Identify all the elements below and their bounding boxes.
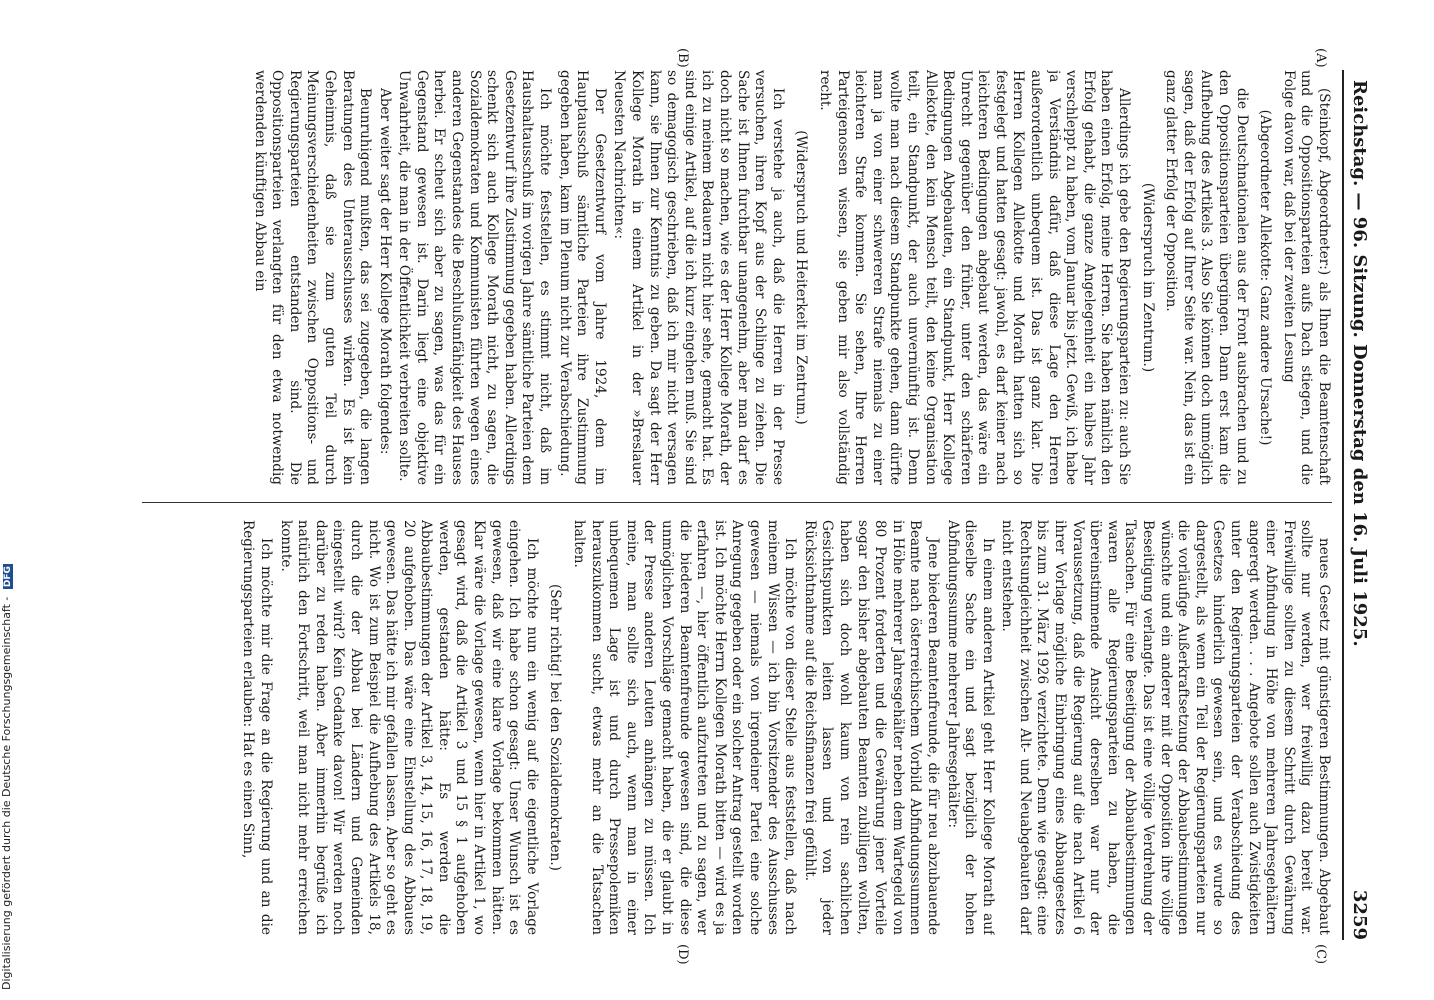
paragraph: die Deutschnationalen aus der Front ausbrachen und zu den Oppositionsparteien übergingen. Dann erst kam die Aufhebung des Artikels 3. Also Sie können doch unmöglich sagen, daß der Erfolg auf Ihrer Seite war. Nein, das ist ein ganz glatter Erfolg der Opposition.	[1163, 70, 1250, 485]
right-column	[132, 520, 1332, 935]
paragraph: Aber weiter sagt der Herr Kollege Morath folgendes:	[376, 88, 393, 455]
margin-marker-d: (D)	[675, 944, 690, 965]
interjection: (Widerspruch und Heiterkeit im Zentrum.)	[793, 130, 810, 425]
left-column	[132, 70, 1332, 485]
margin-marker-c: (C)	[1313, 944, 1328, 965]
interjection: (Sehr richtig! bei den Sozialdemokraten.)	[547, 584, 564, 871]
margin-marker-a: (A)	[1313, 48, 1328, 68]
header-title: Reichstag. — 96. Sitzung. Donnerstag den 16. Juli 1925.	[1349, 80, 1370, 647]
paragraph: Allerdings ich gebe den Regierungsparteien zu: auch Sie haben einen Erfolg, meine Herren. Sie haben nämlich den Erfolg gehabt, die ganze Angelegenheit ein halbes Jahr verschleppt zu haben, vom Januar bis jetzt. Gewiß, ich habe ja Verständnis dafür, daß diese Lage den Herren außerordentlich unbequem ist. Das ist ganz klar. Die Herren Kollegen Allekotte und Morath hatten sich so festgelegt und hatten gesagt: jawohl, es darf keiner nach leichteren Bedingungen abgebaut werden, das wäre ein Unrecht gegenüber den früher, unter den schärferen Bedingungen Abgebauten, ein Standpunkt, Herr Kollege Allekotte, den kein Mensch teilt, den keine Organisation teilt, ein Standpunkt, der auch unvernünftig ist. Denn wollte man nach diesem Standpunkte gehen, dann dürfte man ja von einer schwereren Strafe niemals zu einer leichteren Strafe kommen. Sie sehen, Ihre Herren Parteigenossen wissen, sie geben mir also vollständig recht.	[816, 70, 1133, 485]
paragraph: (Steinkopf, Abgeordneter:) als Ihnen die Beamtenschaft und die Oppositionsparteien aufs Dach stiegen, und die Folge davon war, daß bei der zweiten Lesung	[1280, 70, 1332, 485]
column-divider	[142, 502, 1332, 503]
dfg-logo: DFG	[3, 566, 13, 588]
paragraph: Ich verstehe ja auch, daß die Herren in der Presse versuchen, ihren Kopf aus der Schlinge zu ziehen. Die Sache ist Ihnen furchtbar unangenehm, aber man darf es doch nicht so machen, wie es der Herr Kollege Morath, der ich zu meinem Bedauern nicht hier sehe, gemacht hat. Es sind einige Artikel, auf die ich kurz eingehen muß. Sie sind so demagogisch geschrieben, daß ich mir nicht versagen kann, sie Ihnen zur Kenntnis zu geben. Da sagt der Herr Kollege Morath in einem Artikel in der »Breslauer Neuesten Nachrichten«:	[611, 70, 786, 485]
paragraph: Ich möchte mir die Frage an die Regierung und an die Regierungsparteien erlauben: Hat es einen Sinn,	[240, 520, 274, 935]
quotation: Beunruhigend mußten, das sei zugegeben, die langen Beratungen des Unterausschusses wirken. Es ist kein Geheimnis, daß sie zum guten Teil durch Meinungsverschiedenheiten zwischen Oppositions- und Regierungsparteien entstanden sind. Die Oppositionsparteien verlangten für den etwa notwendig werdenden künftigen Abbau ein	[251, 70, 374, 485]
interjection: (Abgeordneter Allekotte: Ganz andere Ursache!)	[1257, 109, 1274, 446]
page-number: 3259	[1349, 889, 1370, 940]
quotation: Jene biederen Beamtenfreunde, die für neu abzubauende Beamte nach österreichischem Vorbild Abfindungssummen in Höhe mehrerer Jahresgehälter neben dem Wartegeld von 80 Prozent forderten und die Gewährung jener Vorteile sogar den bisher abgebauten Beamten zubilligen wollten, haben sich doch wohl kaum von rein sachlichen Gesichtspunkten leiten lassen und von jeder Rücksichtnahme auf die Reichsfinanzen frei gefühlt.	[801, 520, 941, 935]
rotated-page	[120, 48, 1380, 965]
funding-sidebar	[0, 0, 14, 1000]
funding-note	[0, 0, 13, 1000]
funding-text: Digitalisierung gefördert durch die Deutsche Forschungsgemeinschaft -	[0, 596, 13, 990]
quotation: neues Gesetz mit günstigeren Bestimmungen. Abgebaut sollte nur werden, wer freiwillig dazu bereit war. Freiwillige sollten zu diesem Schritt durch Gewährung einer Abfindung in Höhe von mehreren Jahresgehältern angeregt werden. . . . Angebote sollen auch Zwistigkeiten unter den Regierungsparteien der Verabschiedung des Gesetzes hinderlich gewesen sein, und es wurde so dargestellt, als wenn ein Teil der Regierungsparteien nur die vorläufige Außerkraftsetzung der Abbaubestimmungen wünschte und ein anderer mit der Opposition ihre völlige Beseitigung verlangte. Das ist eine völlige Verdrehung der Tatsachen. Für eine Beseitigung der Abbaubestimmungen waren alle Regierungsparteien zu haben, die übereinstimmende Ansicht derselben war nur der Voraussetzung, daß die Regierung auf die nach Artikel 6 ihrer Vorlage mögliche Einbringung eines Abbaugesetzes bis zum 31. März 1926 verzichtete. Denn wie gesagt: eine Rechtsungleichheit zwischen Alt- und Neuabgebauten darf nicht entstehen.	[999, 520, 1332, 935]
paragraph: Ich möchte nun ein wenig auf die eigentliche Vorlage eingehen. Ich habe schon gesagt: Unser Wunsch ist es gewesen, daß wir eine klare Vorlage bekommen hätten. Klar wäre die Vorlage gewesen, wenn hier in Artikel 1, wo gesagt wird, daß die Artikel 3 und 15 § 1 aufgehoben werden, gestanden hätte: Es werden die Abbaubestimmungen der Artikel 3, 14, 15, 16, 17, 18, 19, 20 aufgehoben. Das wäre eine Einstellung des Abbaues gewesen. Das hätte ich mir gefallen lassen. Aber so geht es nicht. Wo ist zum Beispiel die Aufhebung des Artikels 18, durch die der Abbau bei Ländern und Gemeinden eingestellt wird? Kein Gedanke davon! Wir werden noch darüber zu reden haben. Aber immerhin begrüße ich natürlich den Fortschritt, weil man nicht mehr erreichen konnte.	[277, 520, 540, 935]
quotation: Der Gesetzentwurf vom Jahre 1924, dem im Hauptausschuß sämtliche Parteien ihre Zustimmung gegeben haben, kam im Plenum nicht zur Verabschiedung.	[556, 70, 608, 485]
page-header	[1342, 70, 1372, 940]
paragraph: In einem anderen Artikel geht Herr Kollege Morath auf dieselbe Sache ein und sagt bezüglich der hohen Abfindungssumme mehrerer Jahresgehälter:	[944, 520, 996, 935]
margin-marker-b: (B)	[675, 48, 690, 68]
paragraph: Ich möchte feststellen, es stimmt nicht, daß im Haushaltausschuß im vorigen Jahre sämtliche Parteien dem Gesetzentwurf ihre Zustimmung gegeben haben. Allerdings schenkt sich auch Kollege Morath nicht, zu sagen, die Sozialdemokraten und Kommunisten führten wegen eines anderen Gegenstandes die Beschlußunfähigkeit des Hauses herbei. Er scheut sich aber zu sagen, was das für ein Gegenstand gewesen ist. Darin liegt eine objektive Unwahrheit, die man in der Öffentlichkeit verbreiten sollte.	[396, 70, 554, 485]
paragraph: Ich möchte von dieser Stelle aus feststellen, daß nach meinem Wissen — ich bin Vorsitzender des Ausschusses gewesen — niemals von irgendeiner Partei eine solche Anregung gegeben oder ein solcher Antrag gestellt worden ist. Ich möchte Herrn Kollegen Morath bitten — wird es ja erfahren —, hier öffentlich aufzutreten und zu sagen, wer die biederen Beamtenfreunde gewesen sind, die diese unmöglichen Vorschläge gemacht haben, die er glaubt in der Presse anderen Leuten anhängen zu müssen. Ich meine, man sollte sich auch, wenn man in einer unbequemen Lage ist und durch Pressepolemiken herauszukommen sucht, etwas mehr an die Tatsachen halten.	[571, 520, 799, 935]
interjection: (Widerspruch im Zentrum.)	[1139, 182, 1156, 373]
